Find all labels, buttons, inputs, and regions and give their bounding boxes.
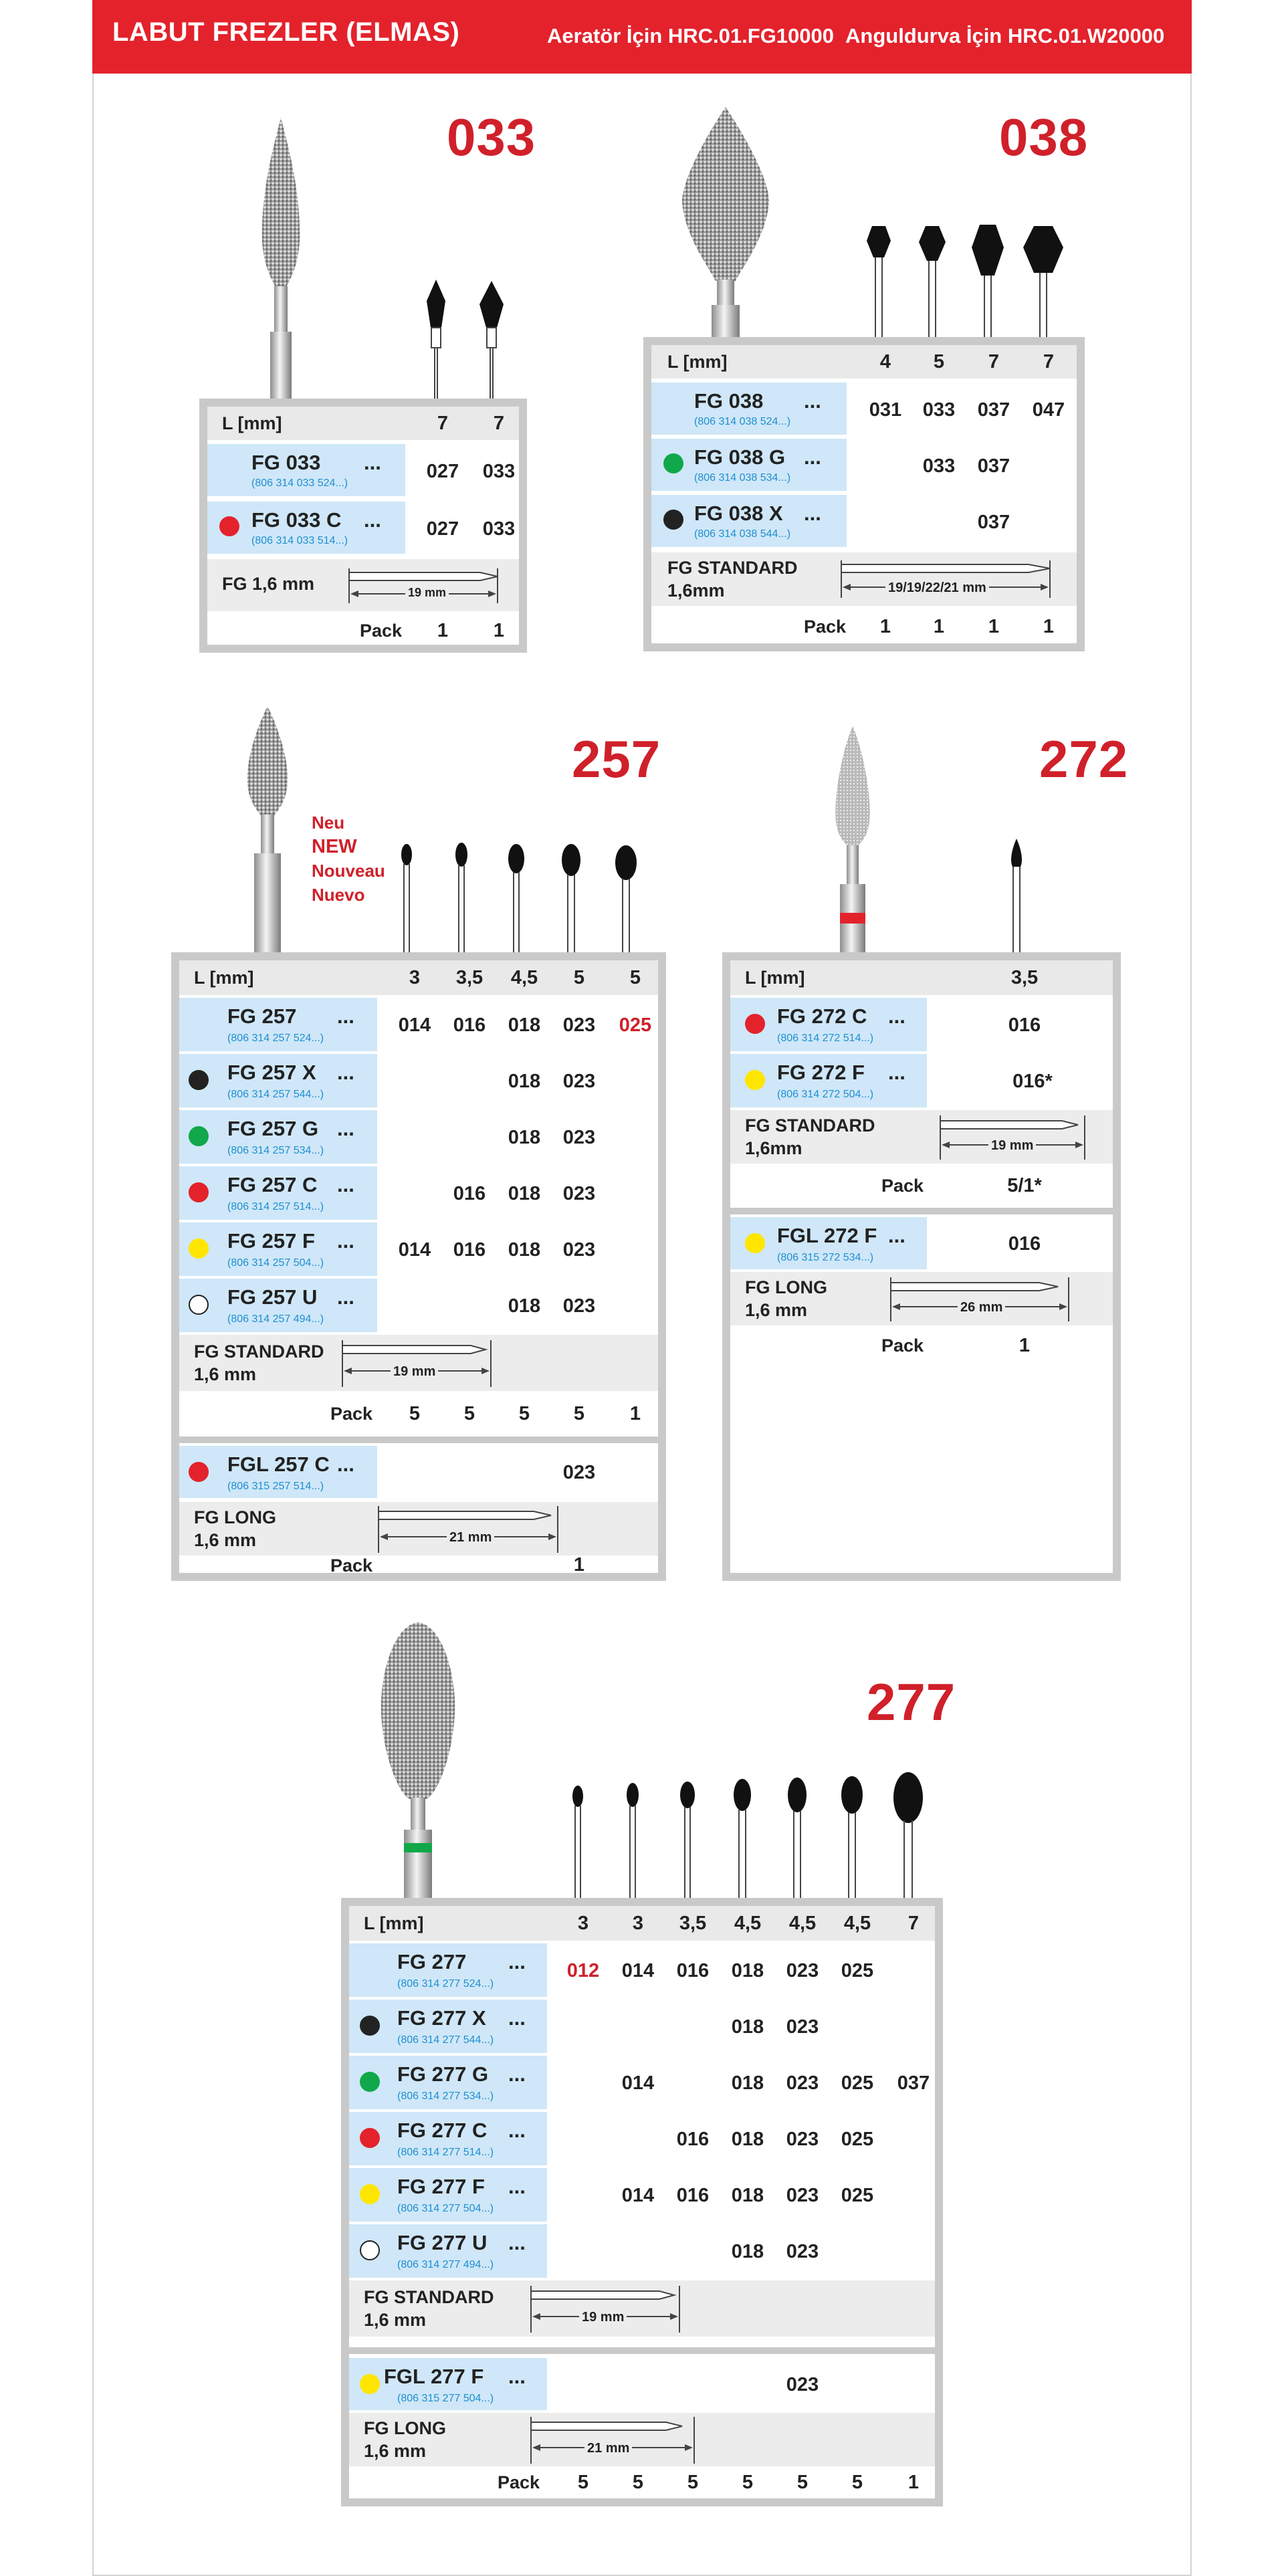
table-header: L [mm] 3,5: [730, 960, 1113, 995]
table-038: [643, 337, 1085, 651]
table-row: FG 272 C ... (806 314 272 514...) 016: [730, 998, 1113, 1053]
white-dot-icon: [189, 1295, 209, 1315]
table-row: FGL 257 C ... (806 315 257 514...) 023: [179, 1446, 658, 1499]
anguldurva-code: Anguldurva İçin HRC.01.W20000: [845, 24, 1165, 47]
table-row: FG 257 G ... (806 314 257 534...) 018 023: [179, 1110, 658, 1165]
black-dot-icon: [360, 2016, 380, 2036]
table-row: FG 257 U ... (806 314 257 494...) 018 023: [179, 1279, 658, 1333]
shank-row: FG STANDARD 1,6 mm 19 mm: [349, 2280, 935, 2337]
pack-row: Pack 5/1*: [881, 1174, 1042, 1196]
bur-photo-038: [675, 100, 776, 341]
shank-row: FG STANDARD 1,6mm 19 mm: [730, 1110, 1113, 1164]
aerator-code: Aeratör İçin HRC.01.FG10000: [547, 24, 835, 47]
table-033: [199, 399, 527, 653]
table-row: FG 277 G ... (806 314 277 534...) 014 018 023 025 037: [349, 2056, 935, 2111]
red-dot-icon: [745, 1014, 765, 1034]
yellow-dot-icon: [189, 1239, 209, 1259]
product-number-257: 257: [572, 730, 661, 788]
table-row: FG 257 F ... (806 314 257 504...) 014 016 018 023: [179, 1222, 658, 1277]
shank-diagram-icon: [528, 2286, 689, 2333]
table-row: FG 277 F ... (806 314 277 504...) 014 016 018 023 025: [349, 2168, 935, 2223]
bur-photo-272: [823, 722, 883, 956]
product-number-033: 033: [447, 108, 536, 167]
pack-row: Pack 5 5 5 5 5 5 1: [498, 2471, 920, 2493]
shank-diagram-icon: [340, 1340, 500, 1387]
shank-diagram-icon: [528, 2417, 702, 2464]
table-row: FG 033 C ... (806 314 033 514...) 027 033: [207, 502, 519, 556]
bur-photo-277: [374, 1618, 461, 1899]
table-header: L [mm] 3 3 3,5 4,5 4,5 4,5 7: [349, 1906, 935, 1941]
red-dot-icon: [360, 2128, 380, 2148]
yellow-dot-icon: [745, 1233, 765, 1253]
product-number-038: 038: [999, 108, 1089, 167]
yellow-dot-icon: [360, 2374, 380, 2394]
page-header: [92, 0, 1192, 74]
table-row: FG 038 G ... (806 314 038 534...) 033 037: [651, 439, 1077, 494]
pack-row: Pack 1: [881, 1334, 1031, 1356]
shank-row: FG STANDARD 1,6mm 19/19/22/21 mm: [651, 552, 1077, 606]
table-row: FG 277 U ... (806 314 277 494...) 018 023: [349, 2224, 935, 2279]
green-dot-icon: [360, 2072, 380, 2092]
tip-silhouettes-033: [415, 274, 522, 401]
table-277: [341, 1898, 943, 2506]
table-row: FG 038 ... (806 314 038 524...) 031 033 037 047: [651, 383, 1077, 437]
table-257: [171, 952, 666, 1581]
table-row: FG 038 X ... (806 314 038 544...) 037: [651, 495, 1077, 550]
pack-row: Pack 1 1 1 1: [804, 615, 1055, 637]
table-row: FG 257 C ... (806 314 257 514...) 016 018 023: [179, 1166, 658, 1221]
pack-row: Pack 5 5 5 5 1: [330, 1402, 641, 1424]
black-dot-icon: [663, 510, 683, 530]
long-shank-row: FG LONG 1,6 mm 26 mm: [730, 1272, 1113, 1325]
long-shank-row: FG LONG 1,6 mm 21 mm: [349, 2413, 935, 2466]
tip-silhouettes-257: [388, 837, 642, 955]
shank-row: FG 1,6 mm 19 mm: [207, 559, 519, 611]
tip-silhouettes-038: [863, 221, 1083, 348]
product-number-277: 277: [867, 1673, 956, 1731]
table-row: FG 277 X ... (806 314 277 544...) 018 023: [349, 2000, 935, 2054]
bur-photo-257: [234, 702, 301, 956]
table-row: FG 272 F ... (806 314 272 504...) 016*: [730, 1054, 1113, 1109]
pack-row: Pack 1 1: [360, 619, 505, 641]
red-dot-icon: [219, 516, 239, 536]
long-shank-row: FG LONG 1,6 mm 21 mm: [179, 1502, 658, 1555]
green-dot-icon: [189, 1126, 209, 1146]
table-row: FG 277 C ... (806 314 277 514...) 016 018 023 025: [349, 2112, 935, 2167]
table-272: [722, 952, 1121, 1581]
tip-silhouette-272: [1003, 837, 1030, 955]
table-row: FG 033 ... (806 314 033 524...) 027 033: [207, 444, 519, 499]
bur-photo-033: [247, 114, 314, 401]
yellow-dot-icon: [360, 2184, 380, 2204]
red-dot-icon: [189, 1182, 209, 1202]
table-row: FGL 277 F ... (806 315 277 504...) 023: [349, 2358, 935, 2411]
white-dot-icon: [360, 2240, 380, 2260]
table-row: FGL 272 F ... (806 315 272 534...) 016: [730, 1217, 1113, 1271]
table-row: FG 277 ... (806 314 277 524...) 012 014 016 018 023 025: [349, 1943, 935, 1998]
table-header: L [mm] 7 7: [207, 407, 519, 440]
black-dot-icon: [189, 1070, 209, 1090]
pack-row: Pack 1: [330, 1554, 585, 1576]
yellow-dot-icon: [745, 1070, 765, 1090]
table-header: L [mm] 4 5 7 7: [651, 345, 1077, 379]
page-title: LABUT FREZLER (ELMAS): [112, 17, 460, 47]
table-row: FG 257 ... (806 314 257 524...) 014 016 018 023 025: [179, 998, 658, 1053]
shank-row: FG STANDARD 1,6 mm 19 mm: [179, 1335, 658, 1391]
new-badge: Neu NEW Nouveau Nuevo: [312, 813, 385, 905]
green-dot-icon: [663, 453, 683, 473]
product-number-272: 272: [1039, 730, 1129, 788]
table-row: FG 257 X ... (806 314 257 544...) 018 023: [179, 1054, 658, 1109]
tip-silhouettes-277: [562, 1772, 923, 1899]
red-dot-icon: [189, 1462, 209, 1482]
table-header: L [mm] 3 3,5 4,5 5 5: [179, 960, 658, 995]
shank-diagram-icon: [376, 1506, 570, 1553]
